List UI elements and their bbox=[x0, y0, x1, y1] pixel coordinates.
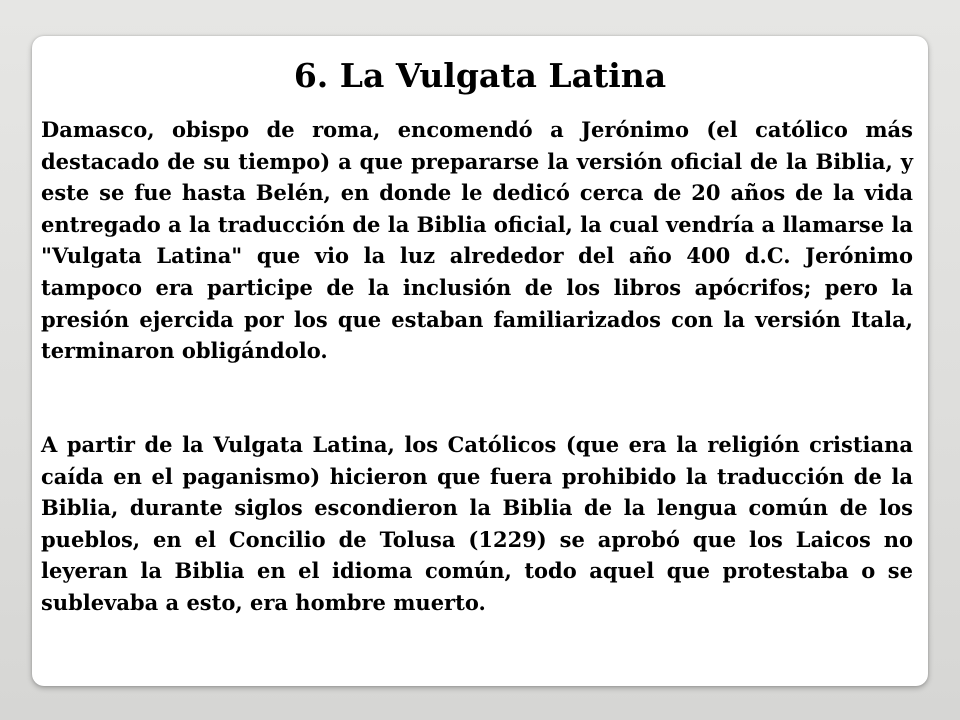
slide-title: 6. La Vulgata Latina bbox=[293, 56, 667, 95]
paragraph-prohibition: A partir de la Vulgata Latina, los Católicos (que era la religión cristiana caída en el paganismo) hicieron que fuera prohibido la traducción de la Biblia, durante siglos escondieron la Biblia de la lengua común de los pueblos, en el Concilio de Tolusa (1229) se aprobó que los Laicos no leyeran la Biblia en el idioma común, todo aquel que protestaba o se sublevaba a esto, era hombre muerto. bbox=[41, 432, 913, 615]
slide-card bbox=[32, 36, 928, 686]
paragraph-jeronimo: Damasco, obispo de roma, encomendó a Jerónimo (el católico más destacado de su tiempo) a que prepararse la versión oficial de la Biblia, y este se fue hasta Belén, en donde le dedicó cerca de 20 años de la vida entregado a la traducción de la Biblia oficial, la cual vendría a llamarse la "Vulgata Latina" que vio la luz alrededor del año 400 d.C. Jerónimo tampoco era participe de la inclusión de los libros apócrifos; pero la presión ejercida por los que estaban familiarizados con la versión Itala, terminaron obligándolo. bbox=[41, 117, 913, 364]
